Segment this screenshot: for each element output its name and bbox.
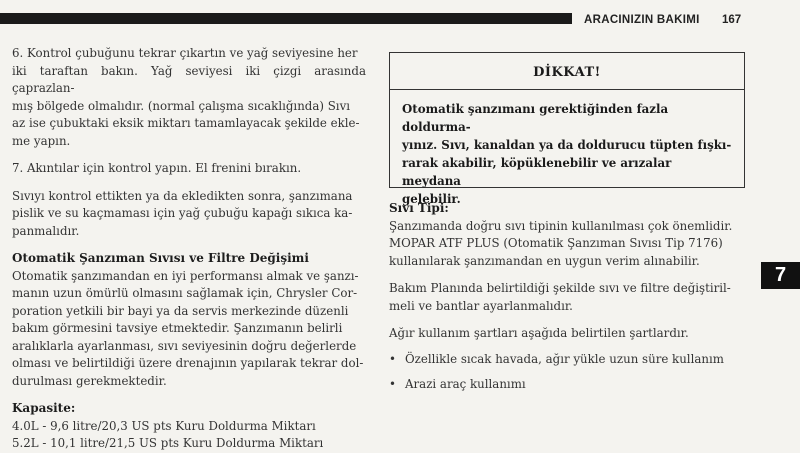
chapter-tab: 7	[761, 262, 800, 289]
step-7-paragraph: 7. Akıntılar için kontrol yapın. El frenini bırakın.	[12, 161, 302, 175]
bullet-icon: •	[389, 377, 396, 391]
bullet-icon: •	[389, 351, 396, 366]
page-number: 167	[722, 14, 742, 26]
warning-title: DİKKAT!	[533, 65, 601, 80]
left-column	[12, 45, 366, 453]
fluid-type-paragraph: Şanzımanda doğru sıvı tipinin kullanılması çok önemlidir. MOPAR ATF PLUS (Otomatik Şanzıman Sıvısı Tip 7176) kullanılarak şanzımandan en uygun verim alınabilir.	[389, 218, 733, 268]
step-6-paragraph: 6. Kontrol çubuğunu tekrar çıkartın ve yağ seviyesine her iki taraftan bakın. Yağ seviyesi iki çizgi arasında çaprazlan- mış bölgede olmalıdır. (normal çalışma sıcaklığında) Sıvı az ise çubuktaki eksik miktarı tamamlayacak şekilde ekle- me yapın.	[12, 46, 366, 148]
fluid-change-paragraph: Otomatik şanzımandan en iyi performansı almak ve şanzı- manın uzun ömürlü olmasını sağlamak için, Chrysler Cor- poration yetkili bir bayi ya da servis merkezinde düzenli bakım görmesini tavsiye etmektedir. Şanzımanın belirli aralıklarla ayarlanması, sıvı seviyesinin doğru değerlerde olması ve belirtildiği üzere drenajının yapılarak tekrar dol- durulması gerekmektedir.	[12, 268, 364, 388]
list-item: • Arazi araç kullanımı	[389, 376, 745, 394]
list-item: • Özellikle sıcak havada, ağır yükle uzun süre kullanım	[389, 351, 745, 369]
capacity-list: 4.0L - 9,6 litre/20,3 US pts Kuru Doldurma Miktarı 5.2L - 10,1 litre/21,5 US pts Kuru Doldurma Miktarı	[12, 418, 324, 450]
heavy-use-paragraph: Ağır kullanım şartları aşağıda belirtilen şartlardır.	[389, 326, 689, 340]
maintenance-plan-paragraph: Bakım Planında belirtildiği şekilde sıvı ve filtre değiştiril- meli ve bantlar ayarlanmalıdır.	[389, 281, 731, 313]
check-paragraph: Sıvıyı kontrol ettikten ya da ekledikten sonra, şanzımana pislik ve su kaçmaması için yağ çubuğu kapağı sıkıca ka- panmalıdır.	[12, 188, 353, 238]
header-rule	[0, 13, 572, 24]
warning-text: Otomatik şanzımanı gerektiğinden fazla doldurma- yınız. Sıvı, kanaldan ya da doldurucu tüpten fışkı- rarak akabilir, köpüklenebilir ve arızalar meydana gelebilir.	[402, 102, 732, 206]
fluid-change-heading: Otomatik Şanzıman Sıvısı ve Filtre Değişimi	[12, 251, 309, 265]
fluid-type-heading: Sıvı Tipi:	[389, 201, 449, 215]
page-header-title: ARACINIZIN BAKIMI	[584, 14, 700, 26]
capacity-heading: Kapasite:	[12, 401, 76, 415]
warning-box	[389, 52, 745, 206]
right-column	[389, 200, 745, 394]
